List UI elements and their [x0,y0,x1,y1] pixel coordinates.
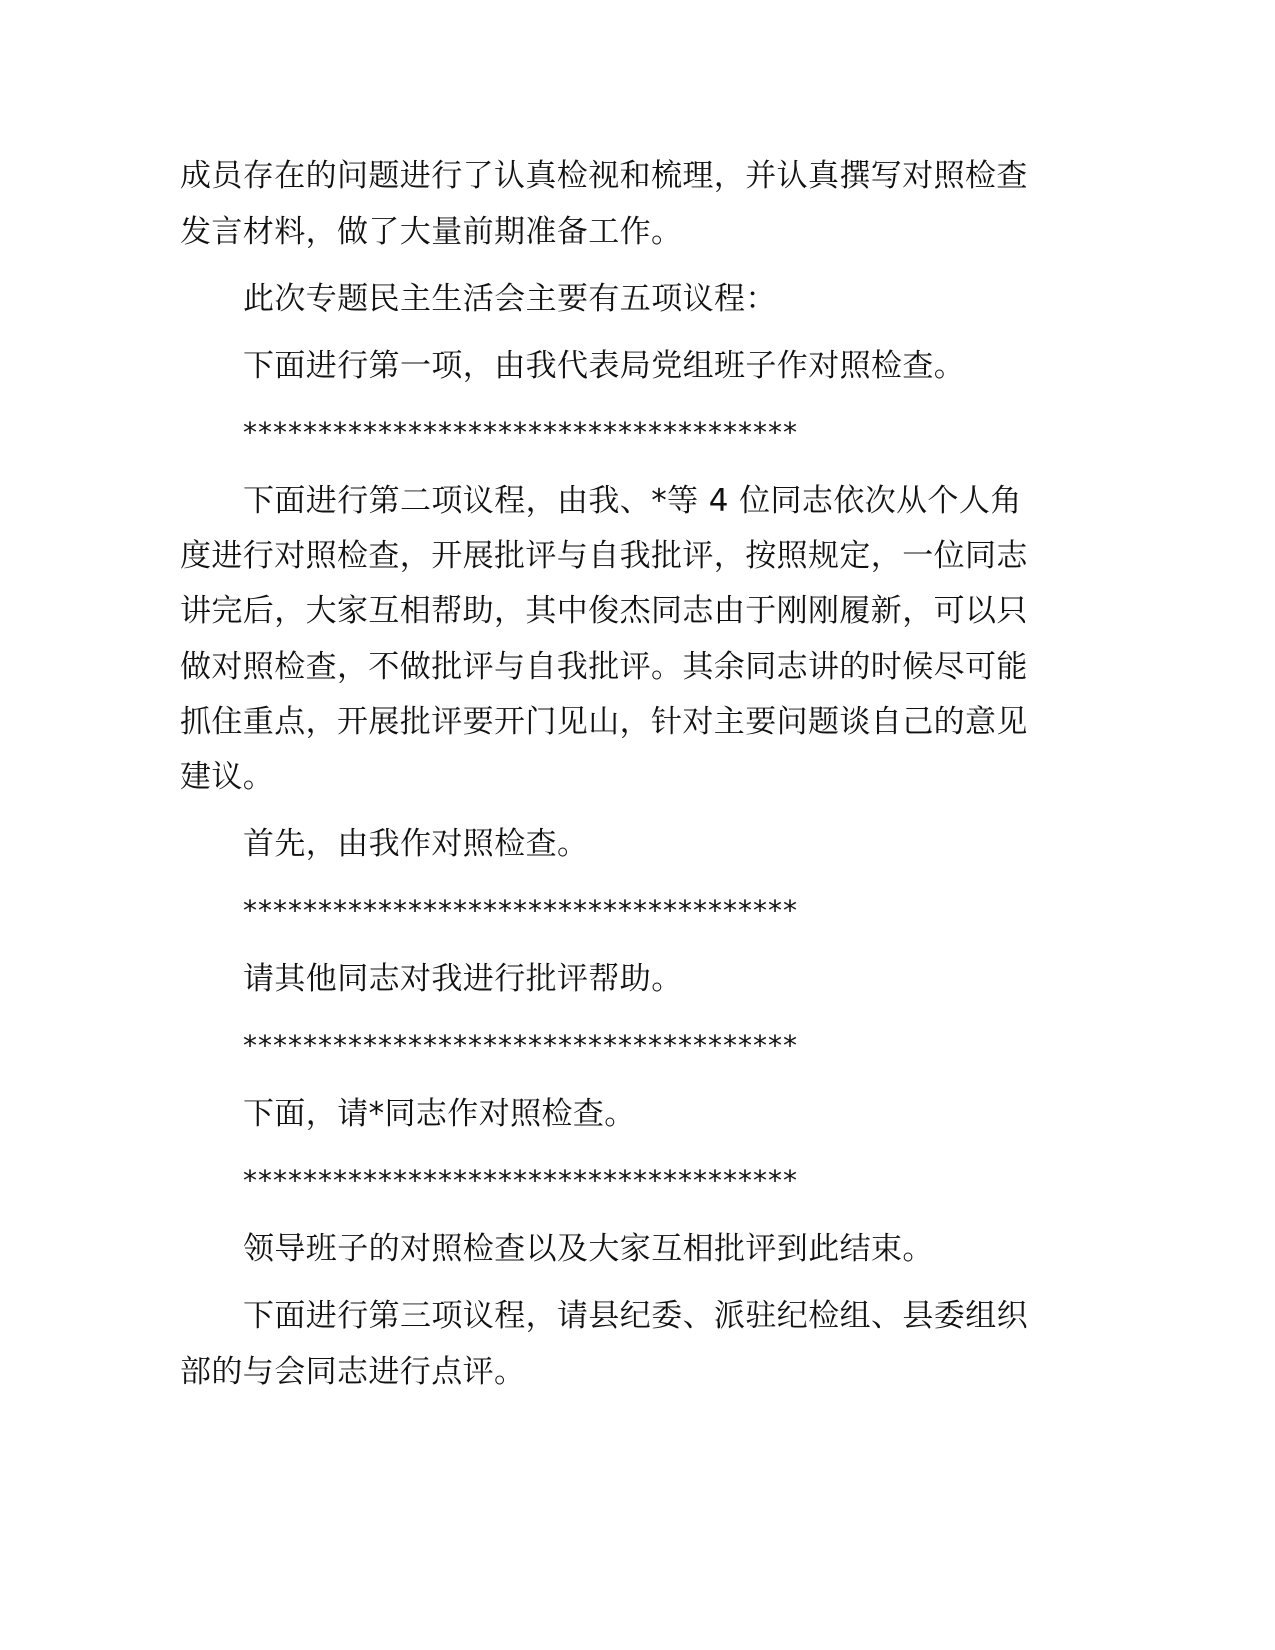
agenda-item-2-line-1: 下面进行第二项议程，由我、*等 4 位同志依次从个人角 [243,483,1022,519]
agenda-item-2-line-6: 建议。 [180,759,275,795]
separator-stars-2: ************************************* [243,894,798,927]
paragraph-1-line-2: 发言材料，做了大量前期准备工作。 [180,214,683,250]
next-comrade-check: 下面，请*同志作对照检查。 [243,1096,636,1132]
separator-stars-1: ************************************* [243,416,798,449]
first-self-check: 首先，由我作对照检查。 [243,826,589,862]
agenda-item-2-line-2: 度进行对照检查，开展批评与自我批评，按照规定，一位同志 [180,538,1028,574]
paragraph-1-line-1: 成员存在的问题进行了认真检视和梳理，并认真撰写对照检查 [180,158,1028,194]
agenda-item-2-line-5: 抓住重点，开展批评要开门见山，针对主要问题谈自己的意见 [180,704,1028,740]
request-criticism: 请其他同志对我进行批评帮助。 [243,961,683,997]
agenda-item-2-line-3: 讲完后，大家互相帮助，其中俊杰同志由于刚刚履新，可以只 [180,593,1028,629]
agenda-item-3-line-2: 部的与会同志进行点评。 [180,1354,526,1390]
session-end: 领导班子的对照检查以及大家互相批评到此结束。 [243,1231,934,1267]
agenda-intro: 此次专题民主生活会主要有五项议程： [243,281,777,317]
separator-stars-3: ************************************* [243,1029,798,1062]
agenda-item-2-line-4: 做对照检查，不做批评与自我批评。其余同志讲的时候尽可能 [180,649,1028,685]
agenda-item-1: 下面进行第一项，由我代表局党组班子作对照检查。 [243,348,966,384]
separator-stars-4: ************************************* [243,1164,798,1197]
agenda-item-3-line-1: 下面进行第三项议程，请县纪委、派驻纪检组、县委组织 [243,1298,1028,1334]
